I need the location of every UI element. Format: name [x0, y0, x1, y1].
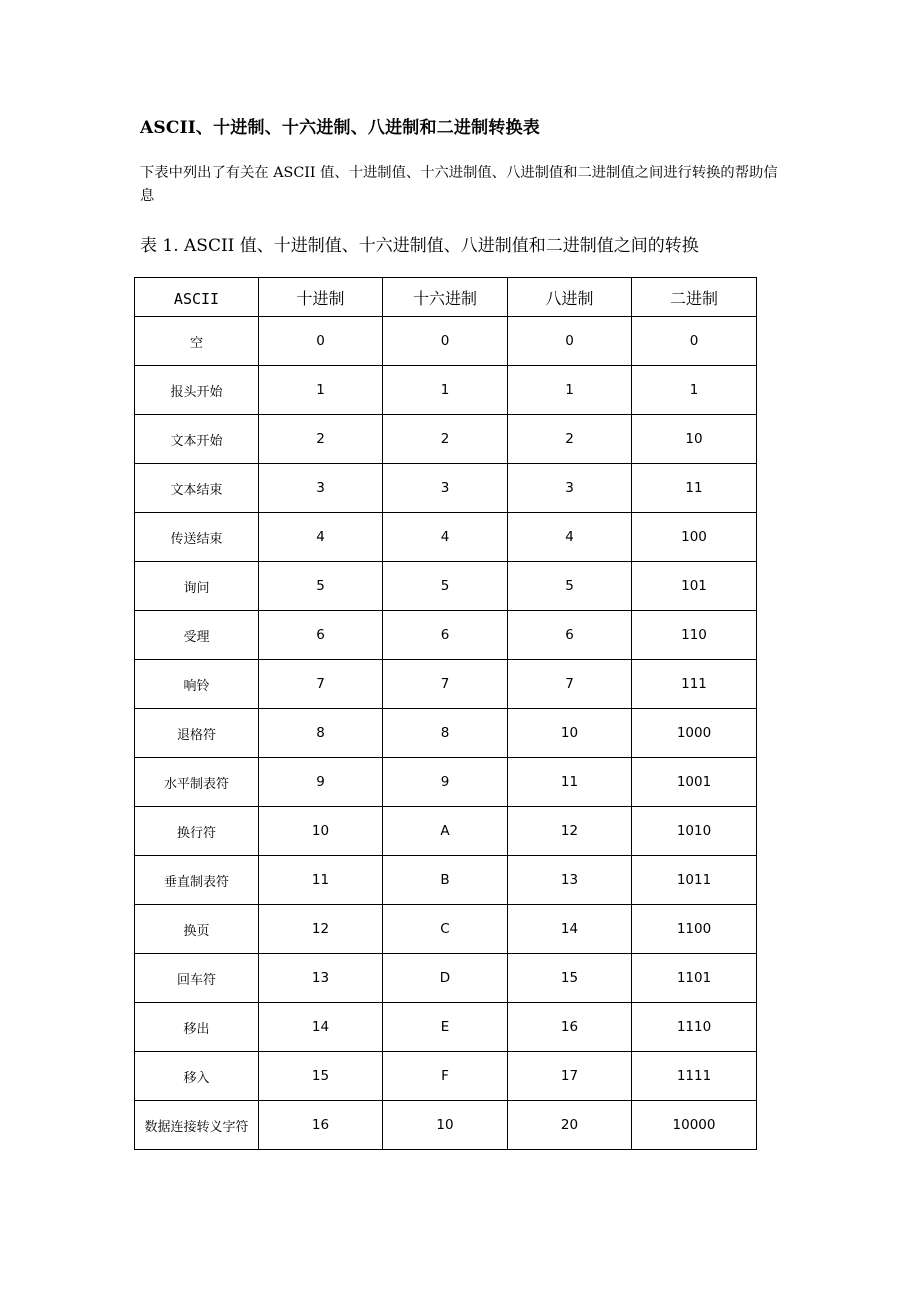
decimal-cell: 5 [259, 562, 383, 611]
decimal-cell: 4 [259, 513, 383, 562]
decimal-cell: 6 [259, 611, 383, 660]
hex-cell: A [383, 807, 508, 856]
decimal-cell: 2 [259, 415, 383, 464]
table-row [135, 954, 757, 1003]
hex-cell: 3 [383, 464, 508, 513]
octal-cell: 5 [508, 562, 632, 611]
table-caption: 表 1. ASCII 值、十进制值、十六进制值、八进制值和二进制值之间的转换 [140, 236, 699, 256]
table-row [135, 660, 757, 709]
header-hexadecimal: 十六进制 [383, 278, 508, 317]
decimal-cell: 14 [259, 1003, 383, 1052]
octal-cell: 4 [508, 513, 632, 562]
table-row [135, 513, 757, 562]
hex-cell: 6 [383, 611, 508, 660]
hex-cell: E [383, 1003, 508, 1052]
binary-cell: 1001 [632, 758, 757, 807]
binary-cell: 10000 [632, 1101, 757, 1150]
table-body [135, 317, 757, 1150]
ascii-name-cell: 数据连接转义字符 [135, 1101, 259, 1150]
binary-cell: 100 [632, 513, 757, 562]
octal-cell: 3 [508, 464, 632, 513]
decimal-cell: 12 [259, 905, 383, 954]
table-row [135, 1052, 757, 1101]
table-row [135, 317, 757, 366]
octal-cell: 12 [508, 807, 632, 856]
header-binary: 二进制 [632, 278, 757, 317]
header-ascii: ASCII [135, 278, 259, 317]
hex-cell: 2 [383, 415, 508, 464]
decimal-cell: 11 [259, 856, 383, 905]
octal-cell: 1 [508, 366, 632, 415]
decimal-cell: 13 [259, 954, 383, 1003]
ascii-name-cell: 移入 [135, 1052, 259, 1101]
binary-cell: 101 [632, 562, 757, 611]
ascii-name-cell: 响铃 [135, 660, 259, 709]
ascii-name-cell: 退格符 [135, 709, 259, 758]
decimal-cell: 16 [259, 1101, 383, 1150]
binary-cell: 1110 [632, 1003, 757, 1052]
table-row [135, 856, 757, 905]
conversion-table [134, 277, 757, 1150]
octal-cell: 7 [508, 660, 632, 709]
decimal-cell: 8 [259, 709, 383, 758]
hex-cell: 7 [383, 660, 508, 709]
table-row [135, 1101, 757, 1150]
table-row [135, 464, 757, 513]
table-row [135, 611, 757, 660]
ascii-name-cell: 空 [135, 317, 259, 366]
decimal-cell: 15 [259, 1052, 383, 1101]
ascii-name-cell: 回车符 [135, 954, 259, 1003]
hex-cell: D [383, 954, 508, 1003]
ascii-name-cell: 文本结束 [135, 464, 259, 513]
header-octal: 八进制 [508, 278, 632, 317]
binary-cell: 1111 [632, 1052, 757, 1101]
octal-cell: 13 [508, 856, 632, 905]
decimal-cell: 0 [259, 317, 383, 366]
hex-cell: B [383, 856, 508, 905]
ascii-name-cell: 文本开始 [135, 415, 259, 464]
binary-cell: 1 [632, 366, 757, 415]
octal-cell: 11 [508, 758, 632, 807]
binary-cell: 1011 [632, 856, 757, 905]
table-row [135, 1003, 757, 1052]
decimal-cell: 7 [259, 660, 383, 709]
hex-cell: C [383, 905, 508, 954]
hex-cell: F [383, 1052, 508, 1101]
ascii-name-cell: 传送结束 [135, 513, 259, 562]
octal-cell: 6 [508, 611, 632, 660]
table-header-row [135, 278, 757, 317]
ascii-name-cell: 换页 [135, 905, 259, 954]
octal-cell: 10 [508, 709, 632, 758]
binary-cell: 0 [632, 317, 757, 366]
binary-cell: 10 [632, 415, 757, 464]
page-title: ASCII、十进制、十六进制、八进制和二进制转换表 [140, 118, 540, 138]
binary-cell: 110 [632, 611, 757, 660]
octal-cell: 17 [508, 1052, 632, 1101]
table-row [135, 807, 757, 856]
hex-cell: 8 [383, 709, 508, 758]
binary-cell: 1000 [632, 709, 757, 758]
header-decimal: 十进制 [259, 278, 383, 317]
ascii-name-cell: 受理 [135, 611, 259, 660]
hex-cell: 5 [383, 562, 508, 611]
table-row [135, 905, 757, 954]
hex-cell: 1 [383, 366, 508, 415]
octal-cell: 16 [508, 1003, 632, 1052]
table-row [135, 709, 757, 758]
table-row [135, 415, 757, 464]
octal-cell: 15 [508, 954, 632, 1003]
intro-paragraph: 下表中列出了有关在 ASCII 值、十进制值、十六进制值、八进制值和二进制值之间进行转换的帮助信息 [140, 165, 778, 204]
binary-cell: 1010 [632, 807, 757, 856]
table-row [135, 366, 757, 415]
decimal-cell: 3 [259, 464, 383, 513]
binary-cell: 111 [632, 660, 757, 709]
octal-cell: 20 [508, 1101, 632, 1150]
octal-cell: 14 [508, 905, 632, 954]
decimal-cell: 1 [259, 366, 383, 415]
table-row [135, 758, 757, 807]
octal-cell: 2 [508, 415, 632, 464]
hex-cell: 0 [383, 317, 508, 366]
ascii-name-cell: 垂直制表符 [135, 856, 259, 905]
hex-cell: 10 [383, 1101, 508, 1150]
hex-cell: 9 [383, 758, 508, 807]
hex-cell: 4 [383, 513, 508, 562]
binary-cell: 1100 [632, 905, 757, 954]
ascii-name-cell: 报头开始 [135, 366, 259, 415]
ascii-name-cell: 换行符 [135, 807, 259, 856]
decimal-cell: 9 [259, 758, 383, 807]
ascii-name-cell: 移出 [135, 1003, 259, 1052]
ascii-name-cell: 询问 [135, 562, 259, 611]
octal-cell: 0 [508, 317, 632, 366]
binary-cell: 11 [632, 464, 757, 513]
binary-cell: 1101 [632, 954, 757, 1003]
decimal-cell: 10 [259, 807, 383, 856]
table-row [135, 562, 757, 611]
ascii-name-cell: 水平制表符 [135, 758, 259, 807]
